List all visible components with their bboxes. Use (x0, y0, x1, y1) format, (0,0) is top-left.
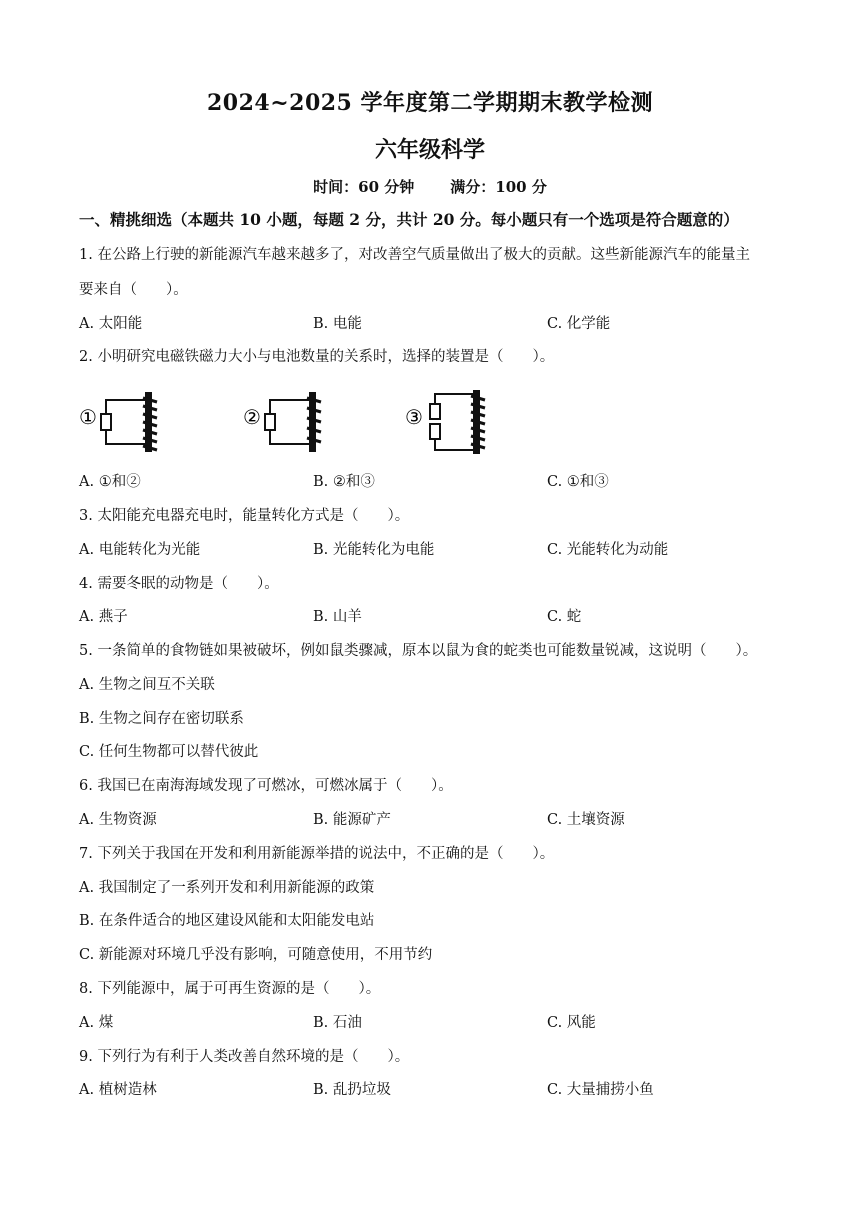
option-b: B. 石油 (313, 1015, 362, 1031)
question-9-line-1: 9. 下列行为有利于人类改善自然环境的是（ ）。 (79, 1049, 410, 1065)
exam-title: 2024~2025 学年度第二学期期末教学检测 (206, 90, 654, 116)
option-c: C. 土壤资源 (547, 812, 625, 828)
question-6-line-1: 6. 我国已在南海海域发现了可燃冰，可燃冰属于（ ）。 (79, 778, 453, 794)
question-3-line-1: 3. 太阳能充电器充电时，能量转化方式是（ ）。 (79, 508, 410, 524)
option-a: A. 太阳能 (79, 316, 143, 332)
option-b: B. 山羊 (313, 609, 362, 625)
question-2-options (79, 470, 799, 492)
option-a: A. 电能转化为光能 (79, 542, 201, 558)
question-7-option-b: B. 在条件适合的地区建设风能和太阳能发电站 (79, 913, 375, 929)
device-2-label: ② (243, 405, 261, 429)
electromagnet-device-2 (243, 388, 335, 458)
question-6-options (79, 808, 799, 830)
option-c: C. ①和③ (547, 474, 609, 490)
option-c: C. 风能 (547, 1015, 596, 1031)
battery-icon (265, 414, 275, 430)
electromagnet-device-3 (405, 388, 497, 458)
electromagnet-device-1 (79, 388, 171, 458)
question-3-options (79, 538, 799, 560)
question-7-option-a: A. 我国制定了一系列开发和利用新能源的政策 (79, 880, 375, 896)
option-a: A. 煤 (79, 1015, 114, 1031)
question-4-options (79, 605, 799, 627)
option-c: C. 蛇 (547, 609, 582, 625)
option-c: C. 光能转化为动能 (547, 542, 669, 558)
battery-icon (430, 404, 440, 419)
option-b: B. ②和③ (313, 474, 375, 490)
question-5-option-a: A. 生物之间互不关联 (79, 677, 215, 693)
option-a: A. 生物资源 (79, 812, 157, 828)
exam-meta (0, 176, 860, 197)
battery-icon (101, 414, 111, 430)
option-a: A. ①和② (79, 474, 141, 490)
section-heading: 一、精挑细选（本题共 10 小题，每题 2 分，共计 20 分。每小题只有一个选项是符合题意的） (79, 210, 739, 229)
option-b: B. 电能 (313, 316, 362, 332)
option-a: A. 植树造林 (79, 1082, 157, 1098)
exam-subtitle: 六年级科学 (374, 137, 485, 163)
question-4-line-1: 4. 需要冬眠的动物是（ ）。 (79, 576, 279, 592)
question-2-line-1: 2. 小明研究电磁铁磁力大小与电池数量的关系时，选择的装置是（ ）。 (79, 349, 555, 365)
device-1-label: ① (79, 405, 97, 429)
option-c: C. 大量捕捞小鱼 (547, 1082, 654, 1098)
question-7-option-c: C. 新能源对环境几乎没有影响，可随意使用，不用节约 (79, 947, 433, 963)
battery-icon (430, 424, 440, 439)
option-b: B. 能源矿产 (313, 812, 391, 828)
option-c: C. 化学能 (547, 316, 611, 332)
device-3-label: ③ (405, 405, 423, 429)
question-5-line-1: 5. 一条简单的食物链如果被破坏，例如鼠类骤减，原本以鼠为食的蛇类也可能数量锐减，这说明（ ）。 (79, 643, 758, 659)
question-1-line-1: 1. 在公路上行驶的新能源汽车越来越多了，对改善空气质量做出了极大的贡献。这些新能源汽车的能量主 (79, 247, 750, 263)
question-8-line-1: 8. 下列能源中，属于可再生资源的是（ ）。 (79, 981, 381, 997)
full-score: 满分：100 分 (450, 178, 547, 196)
question-9-options (79, 1078, 799, 1100)
option-a: A. 燕子 (79, 609, 128, 625)
option-b: B. 乱扔垃圾 (313, 1082, 391, 1098)
question-8-options (79, 1011, 799, 1033)
question-7-line-1: 7. 下列关于我国在开发和利用新能源举措的说法中，不正确的是（ ）。 (79, 846, 555, 862)
time-limit: 时间：60 分钟 (313, 178, 415, 196)
question-1-options (79, 312, 799, 334)
option-b: B. 光能转化为电能 (313, 542, 435, 558)
question-5-option-b: B. 生物之间存在密切联系 (79, 711, 244, 727)
question-5-option-c: C. 任何生物都可以替代彼此 (79, 744, 259, 760)
question-1-line-2: 要来自（ ）。 (79, 282, 188, 298)
